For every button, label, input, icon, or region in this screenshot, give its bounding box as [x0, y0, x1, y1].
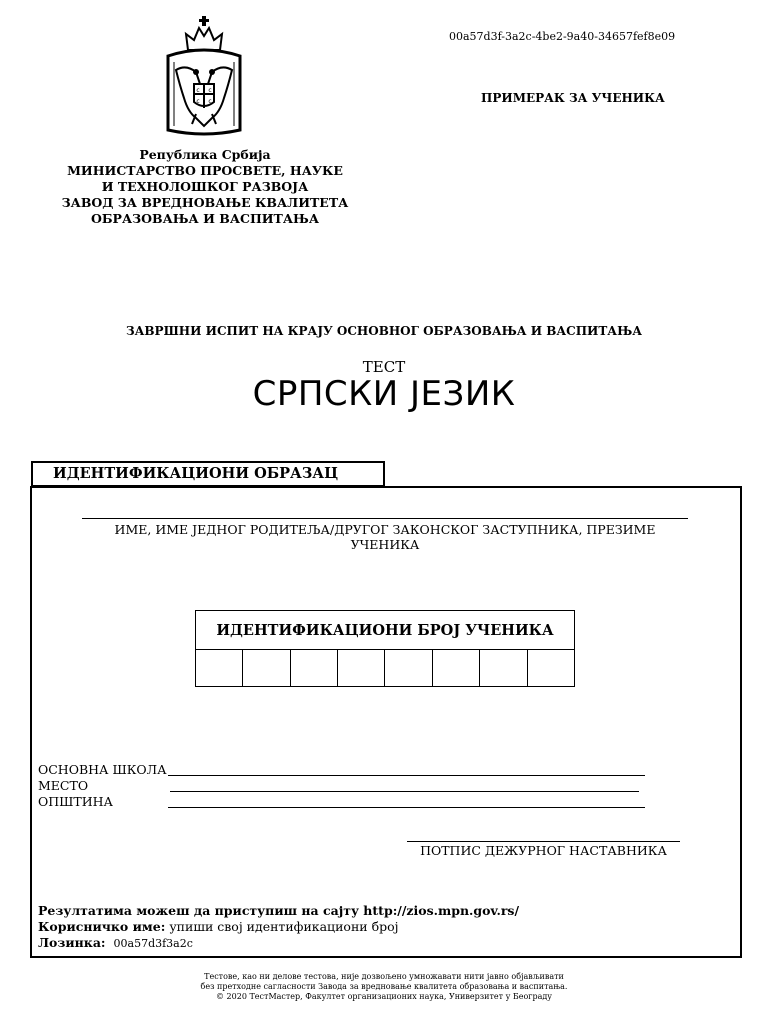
- footer-notice: [0, 972, 768, 1002]
- svg-text:с: с: [208, 87, 212, 94]
- username-label: Корисничко име:: [38, 919, 166, 934]
- name-input-line[interactable]: [82, 518, 688, 519]
- student-id-cell[interactable]: [480, 650, 527, 687]
- place-input-line[interactable]: [170, 791, 639, 792]
- student-id-cell[interactable]: [527, 650, 574, 687]
- svg-text:с: с: [196, 87, 200, 94]
- institution-agency-cont: ОБРАЗОВАЊА И ВАСПИТАЊА: [90, 211, 319, 226]
- student-id-cell[interactable]: [338, 650, 385, 687]
- svg-text:с: с: [208, 98, 212, 105]
- footer-copyright: © 2020 ТестМастер, Факултет организационих наука, Универзитет у Београду: [216, 992, 552, 1001]
- footer-line-2: без претходне сагласности Завода за вредновање квалитета образовања и васпитања.: [200, 982, 568, 991]
- name-caption: ИМЕ, ИМЕ ЈЕДНОГ РОДИТЕЉА/ДРУГОГ ЗАКОНСКОГ ЗАСТУПНИКА, ПРЕЗИМЕ УЧЕНИКА: [114, 522, 656, 552]
- form-title-tab: [31, 461, 385, 487]
- student-id-header: ИДЕНТИФИКАЦИОНИ БРОЈ УЧЕНИКА: [196, 611, 575, 650]
- institution-block: [38, 147, 372, 227]
- password-value: 00a57d3f3a2c: [113, 937, 193, 950]
- institution-agency: ЗАВОД ЗА ВРЕДНОВАЊЕ КВАЛИТЕТА: [61, 195, 349, 210]
- svg-text:с: с: [196, 98, 200, 105]
- footer-line-1: Тестове, као ни делове тестова, није дозвољено умножавати нити јавно објављивати: [204, 972, 564, 981]
- form-title: ИДЕНТИФИКАЦИОНИ ОБРАЗАЦ: [53, 465, 339, 482]
- identification-form: [30, 486, 742, 958]
- results-site-text: Резултатима можеш да приступиш на сајту http://zios.mpn.gov.rs/: [38, 903, 520, 918]
- serbia-coat-of-arms-icon: [162, 14, 246, 138]
- exam-title: ЗАВРШНИ ИСПИТ НА КРАЈУ ОСНОВНОГ ОБРАЗОВАЊА И ВАСПИТАЊА: [125, 324, 642, 338]
- place-label: МЕСТО: [38, 778, 89, 793]
- student-id-cell[interactable]: [385, 650, 432, 687]
- password-label: Лозинка:: [38, 935, 106, 950]
- student-id-cell[interactable]: [290, 650, 337, 687]
- student-id-cell[interactable]: [196, 650, 243, 687]
- institution-country: Република Србија: [139, 147, 271, 162]
- school-input-line[interactable]: [168, 775, 645, 776]
- username-value: упиши свој идентификациони број: [169, 919, 399, 934]
- municipality-label: ОПШТИНА: [38, 794, 114, 809]
- institution-ministry-cont: И ТЕХНОЛОШКОГ РАЗВОЈА: [101, 179, 309, 194]
- student-id-cell[interactable]: [432, 650, 479, 687]
- municipality-input-line[interactable]: [168, 807, 645, 808]
- document-id: 00a57d3f-3a2c-4be2-9a40-34657fef8e09: [449, 30, 676, 43]
- signature-line[interactable]: [407, 841, 680, 842]
- student-id-table: [195, 610, 575, 687]
- username-row: [38, 919, 399, 934]
- subject-title: СРПСКИ ЈЕЗИК: [252, 374, 516, 414]
- institution-ministry: МИНИСТАРСТВО ПРОСВЕТЕ, НАУКЕ: [67, 163, 343, 178]
- test-label: ТЕСТ: [362, 358, 406, 376]
- copy-label: ПРИМЕРАК ЗА УЧЕНИКА: [481, 91, 665, 105]
- password-row: [38, 935, 193, 950]
- signature-caption: ПОТПИС ДЕЖУРНОГ НАСТАВНИКА: [420, 843, 667, 858]
- school-label: ОСНОВНА ШКОЛА: [38, 762, 167, 777]
- student-id-cell[interactable]: [243, 650, 290, 687]
